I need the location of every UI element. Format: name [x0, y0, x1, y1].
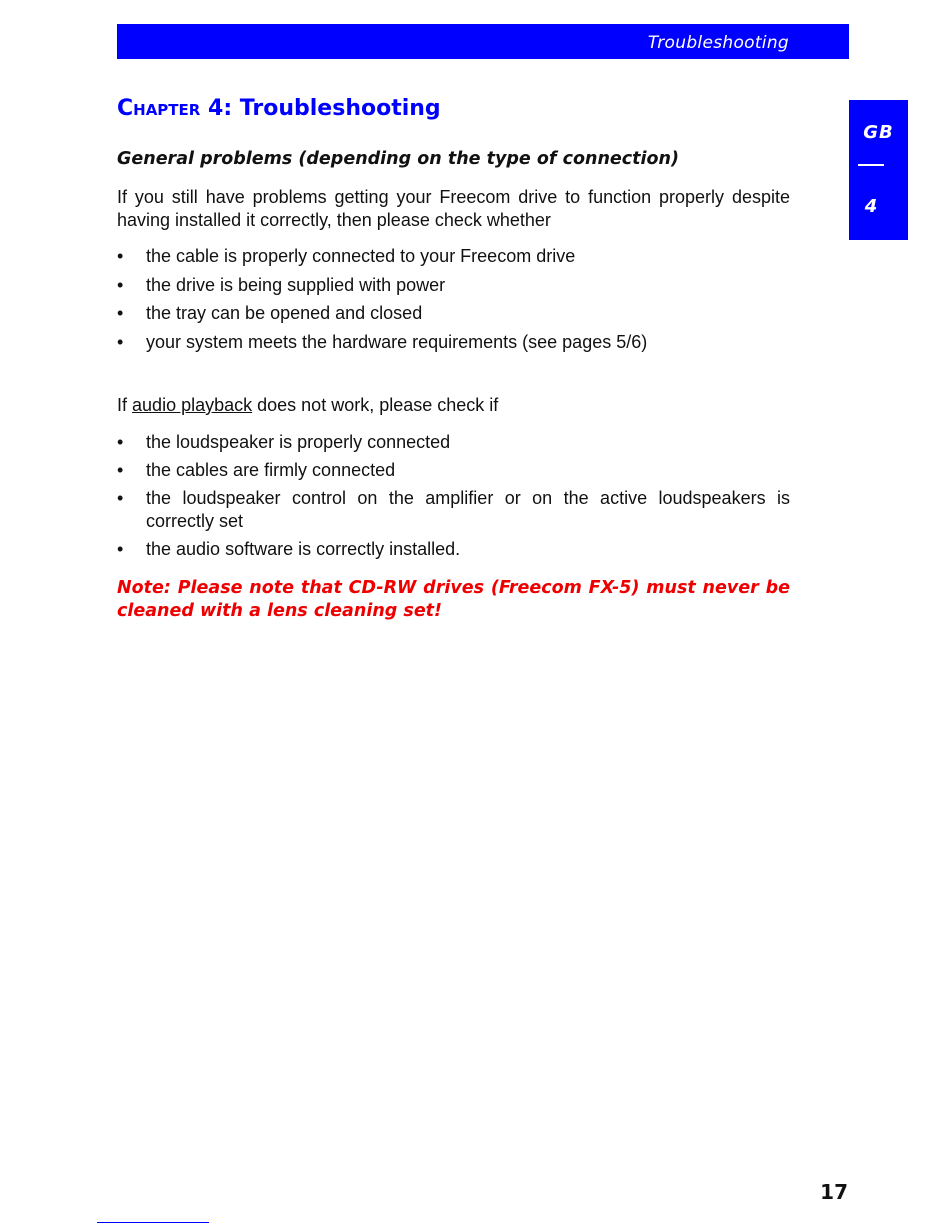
audio-prefix: If: [117, 395, 128, 415]
bullet-icon: •: [117, 331, 124, 352]
list-item-text: the loudspeaker control on the amplifier or on the active loudspeakers is correctly set: [146, 488, 790, 531]
list-item: [117, 487, 790, 533]
list-item: [117, 245, 790, 268]
connection-checklist: [117, 245, 790, 354]
list-item: [117, 302, 790, 325]
side-tab-chapter-number: 4: [864, 196, 878, 217]
audio-paragraph: [117, 394, 790, 417]
bullet-icon: •: [117, 460, 124, 480]
running-header-bar: [117, 24, 849, 59]
chapter-prefix: Chapter: [117, 96, 201, 121]
list-item: [117, 274, 790, 297]
list-item: [117, 459, 790, 482]
list-item-text: the cables are firmly connected: [146, 460, 396, 480]
intro-paragraph: If you still have problems getting your Freecom drive to function properly despite having installed it correctly, then please check whether: [117, 187, 790, 230]
list-item: [117, 331, 790, 354]
page-number: 17: [820, 1180, 848, 1204]
bullet-icon: •: [117, 488, 124, 508]
side-tab-divider: [858, 164, 884, 166]
list-item: [117, 538, 790, 561]
list-item-text: the loudspeaker is properly connected: [146, 432, 451, 452]
bullet-icon: •: [117, 432, 124, 452]
side-tab-language: GB: [863, 122, 894, 143]
bullet-icon: •: [117, 274, 124, 295]
audio-checklist: [117, 431, 790, 561]
running-header-title: Troubleshooting: [647, 33, 789, 53]
list-item-text: the drive is being supplied with power: [146, 274, 446, 295]
list-item-text: your system meets the hardware requirements (see pages 5/6): [146, 331, 648, 352]
bullet-icon: •: [117, 539, 124, 559]
list-item-text: the tray can be opened and closed: [146, 303, 423, 323]
chapter-number: 4:: [208, 96, 233, 121]
bullet-icon: •: [117, 303, 124, 323]
audio-suffix: does not work, please check if: [257, 395, 499, 415]
chapter-heading: [117, 96, 441, 121]
section-heading: General problems (depending on the type of connection): [117, 149, 680, 169]
bullet-icon: •: [117, 246, 124, 266]
audio-playback-term: audio playback: [132, 395, 253, 415]
side-chapter-tab: [849, 100, 908, 240]
list-item-text: the cable is properly connected to your Freecom drive: [146, 246, 576, 266]
list-item: [117, 431, 790, 454]
cleaning-warning-note: Note: Please note that CD-RW drives (Freecom FX-5) must never be cleaned with a lens cleaning set!: [117, 578, 790, 621]
list-item-text: the audio software is correctly installed.: [146, 539, 461, 559]
footer-divider: [97, 1222, 209, 1223]
chapter-title: Troubleshooting: [239, 96, 441, 121]
